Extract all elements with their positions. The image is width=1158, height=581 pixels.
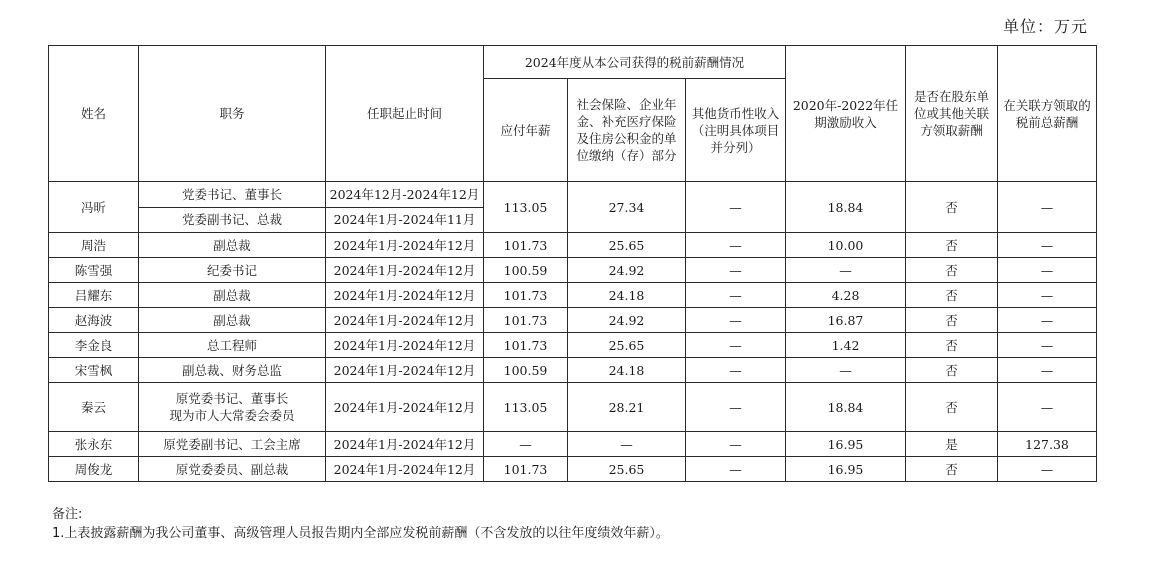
cell-related-total: — xyxy=(998,333,1097,358)
cell-term: 2024年1月-2024年12月 xyxy=(326,233,484,258)
table-row xyxy=(49,283,1097,308)
cell-insurance: 24.92 xyxy=(568,308,686,333)
cell-salary: 113.05 xyxy=(484,182,568,233)
table-row xyxy=(49,333,1097,358)
compensation-table xyxy=(48,45,1097,482)
cell-other: — xyxy=(686,308,786,333)
cell-from-shareholder: 否 xyxy=(906,383,998,432)
cell-incentive: — xyxy=(786,358,906,383)
cell-incentive: 18.84 xyxy=(786,182,906,233)
cell-term: 2024年1月-2024年12月 xyxy=(326,457,484,482)
cell-salary: 113.05 xyxy=(484,383,568,432)
cell-related-total: 127.38 xyxy=(998,432,1097,457)
header-insurance: 社会保险、企业年金、补充医疗保险及住房公积金的单位缴纳（存）部分 xyxy=(568,79,686,182)
cell-term: 2024年1月-2024年12月 xyxy=(326,283,484,308)
cell-from-shareholder: 否 xyxy=(906,308,998,333)
header-incentive: 2020年-2022年任期激励收入 xyxy=(786,46,906,182)
header-position: 职务 xyxy=(139,46,326,182)
unit-label: 单位：万元 xyxy=(1003,17,1089,36)
header-name: 姓名 xyxy=(49,46,139,182)
cell-salary: 101.73 xyxy=(484,283,568,308)
cell-incentive: 16.87 xyxy=(786,308,906,333)
cell-position: 纪委书记 xyxy=(139,258,326,283)
cell-term: 2024年1月-2024年11月 xyxy=(326,207,484,233)
cell-related-total: — xyxy=(998,308,1097,333)
cell-insurance: 25.65 xyxy=(568,457,686,482)
header-from-shareholder: 是否在股东单位或其他关联方领取薪酬 xyxy=(906,46,998,182)
cell-related-total: — xyxy=(998,283,1097,308)
cell-position: 副总裁 xyxy=(139,308,326,333)
cell-insurance: 24.92 xyxy=(568,258,686,283)
table-row xyxy=(49,432,1097,457)
header-term: 任职起止时间 xyxy=(326,46,484,182)
cell-related-total: — xyxy=(998,383,1097,432)
cell-position: 总工程师 xyxy=(139,333,326,358)
cell-position: 副总裁 xyxy=(139,233,326,258)
table-row xyxy=(49,182,1097,208)
cell-name: 周俊龙 xyxy=(49,457,139,482)
cell-other: — xyxy=(686,457,786,482)
cell-other: — xyxy=(686,358,786,383)
cell-from-shareholder: 否 xyxy=(906,258,998,283)
table-row xyxy=(49,358,1097,383)
table-row xyxy=(49,233,1097,258)
cell-name: 宋雪枫 xyxy=(49,358,139,383)
table-row xyxy=(49,383,1097,432)
notes-title: 备注: xyxy=(52,507,83,522)
notes xyxy=(52,505,669,543)
cell-term: 2024年1月-2024年12月 xyxy=(326,432,484,457)
cell-from-shareholder: 是 xyxy=(906,432,998,457)
cell-related-total: — xyxy=(998,358,1097,383)
cell-other: — xyxy=(686,283,786,308)
cell-position: 原党委副书记、工会主席 xyxy=(139,432,326,457)
cell-from-shareholder: 否 xyxy=(906,457,998,482)
cell-term: 2024年12月-2024年12月 xyxy=(326,182,484,208)
table-row xyxy=(49,457,1097,482)
cell-term: 2024年1月-2024年12月 xyxy=(326,333,484,358)
cell-incentive: 16.95 xyxy=(786,432,906,457)
cell-salary: 101.73 xyxy=(484,233,568,258)
cell-from-shareholder: 否 xyxy=(906,283,998,308)
cell-salary: 101.73 xyxy=(484,308,568,333)
cell-insurance: 24.18 xyxy=(568,283,686,308)
cell-other: — xyxy=(686,233,786,258)
cell-name: 吕耀东 xyxy=(49,283,139,308)
cell-name: 秦云 xyxy=(49,383,139,432)
cell-incentive: 10.00 xyxy=(786,233,906,258)
header-related-total: 在关联方领取的税前总薪酬 xyxy=(998,46,1097,182)
cell-other: — xyxy=(686,383,786,432)
cell-from-shareholder: 否 xyxy=(906,233,998,258)
cell-insurance: 28.21 xyxy=(568,383,686,432)
cell-name: 张永东 xyxy=(49,432,139,457)
header-row xyxy=(49,46,1097,79)
cell-name: 陈雪强 xyxy=(49,258,139,283)
cell-position: 副总裁、财务总监 xyxy=(139,358,326,383)
cell-position xyxy=(139,383,326,432)
header-other: 其他货币性收入（注明具体项目并分列） xyxy=(686,79,786,182)
cell-position: 原党委委员、副总裁 xyxy=(139,457,326,482)
cell-term: 2024年1月-2024年12月 xyxy=(326,383,484,432)
cell-position-line: 原党委书记、董事长 xyxy=(175,391,289,406)
cell-salary: 101.73 xyxy=(484,333,568,358)
cell-salary: — xyxy=(484,432,568,457)
cell-term: 2024年1月-2024年12月 xyxy=(326,308,484,333)
cell-term: 2024年1月-2024年12月 xyxy=(326,358,484,383)
notes-line: 1.上表披露薪酬为我公司董事、高级管理人员报告期内全部应发税前薪酬（不含发放的以往年度绩效年薪）。 xyxy=(52,526,669,541)
cell-insurance: 27.34 xyxy=(568,182,686,233)
cell-insurance: 24.18 xyxy=(568,358,686,383)
cell-insurance: — xyxy=(568,432,686,457)
cell-name: 周浩 xyxy=(49,233,139,258)
cell-incentive: 18.84 xyxy=(786,383,906,432)
cell-related-total: — xyxy=(998,457,1097,482)
cell-incentive: — xyxy=(786,258,906,283)
cell-other: — xyxy=(686,333,786,358)
cell-related-total: — xyxy=(998,258,1097,283)
table-row xyxy=(49,258,1097,283)
cell-incentive: 16.95 xyxy=(786,457,906,482)
cell-incentive: 1.42 xyxy=(786,333,906,358)
cell-name: 赵海波 xyxy=(49,308,139,333)
cell-salary: 101.73 xyxy=(484,457,568,482)
header-group: 2024年度从本公司获得的税前薪酬情况 xyxy=(484,46,786,79)
cell-from-shareholder: 否 xyxy=(906,358,998,383)
cell-insurance: 25.65 xyxy=(568,333,686,358)
cell-other: — xyxy=(686,258,786,283)
cell-position: 副总裁 xyxy=(139,283,326,308)
cell-from-shareholder: 否 xyxy=(906,182,998,233)
cell-salary: 100.59 xyxy=(484,358,568,383)
cell-incentive: 4.28 xyxy=(786,283,906,308)
table-row xyxy=(49,308,1097,333)
cell-term: 2024年1月-2024年12月 xyxy=(326,258,484,283)
cell-position: 党委书记、董事长 xyxy=(139,182,326,208)
table-body xyxy=(49,46,1097,482)
cell-name: 李金良 xyxy=(49,333,139,358)
cell-salary: 100.59 xyxy=(484,258,568,283)
cell-insurance: 25.65 xyxy=(568,233,686,258)
header-salary: 应付年薪 xyxy=(484,79,568,182)
cell-other: — xyxy=(686,182,786,233)
cell-position: 党委副书记、总裁 xyxy=(139,207,326,233)
cell-other: — xyxy=(686,432,786,457)
cell-related-total: — xyxy=(998,182,1097,233)
cell-related-total: — xyxy=(998,233,1097,258)
cell-position-line: 现为市人大常委会委员 xyxy=(169,408,295,423)
cell-name: 冯昕 xyxy=(49,182,139,233)
cell-from-shareholder: 否 xyxy=(906,333,998,358)
